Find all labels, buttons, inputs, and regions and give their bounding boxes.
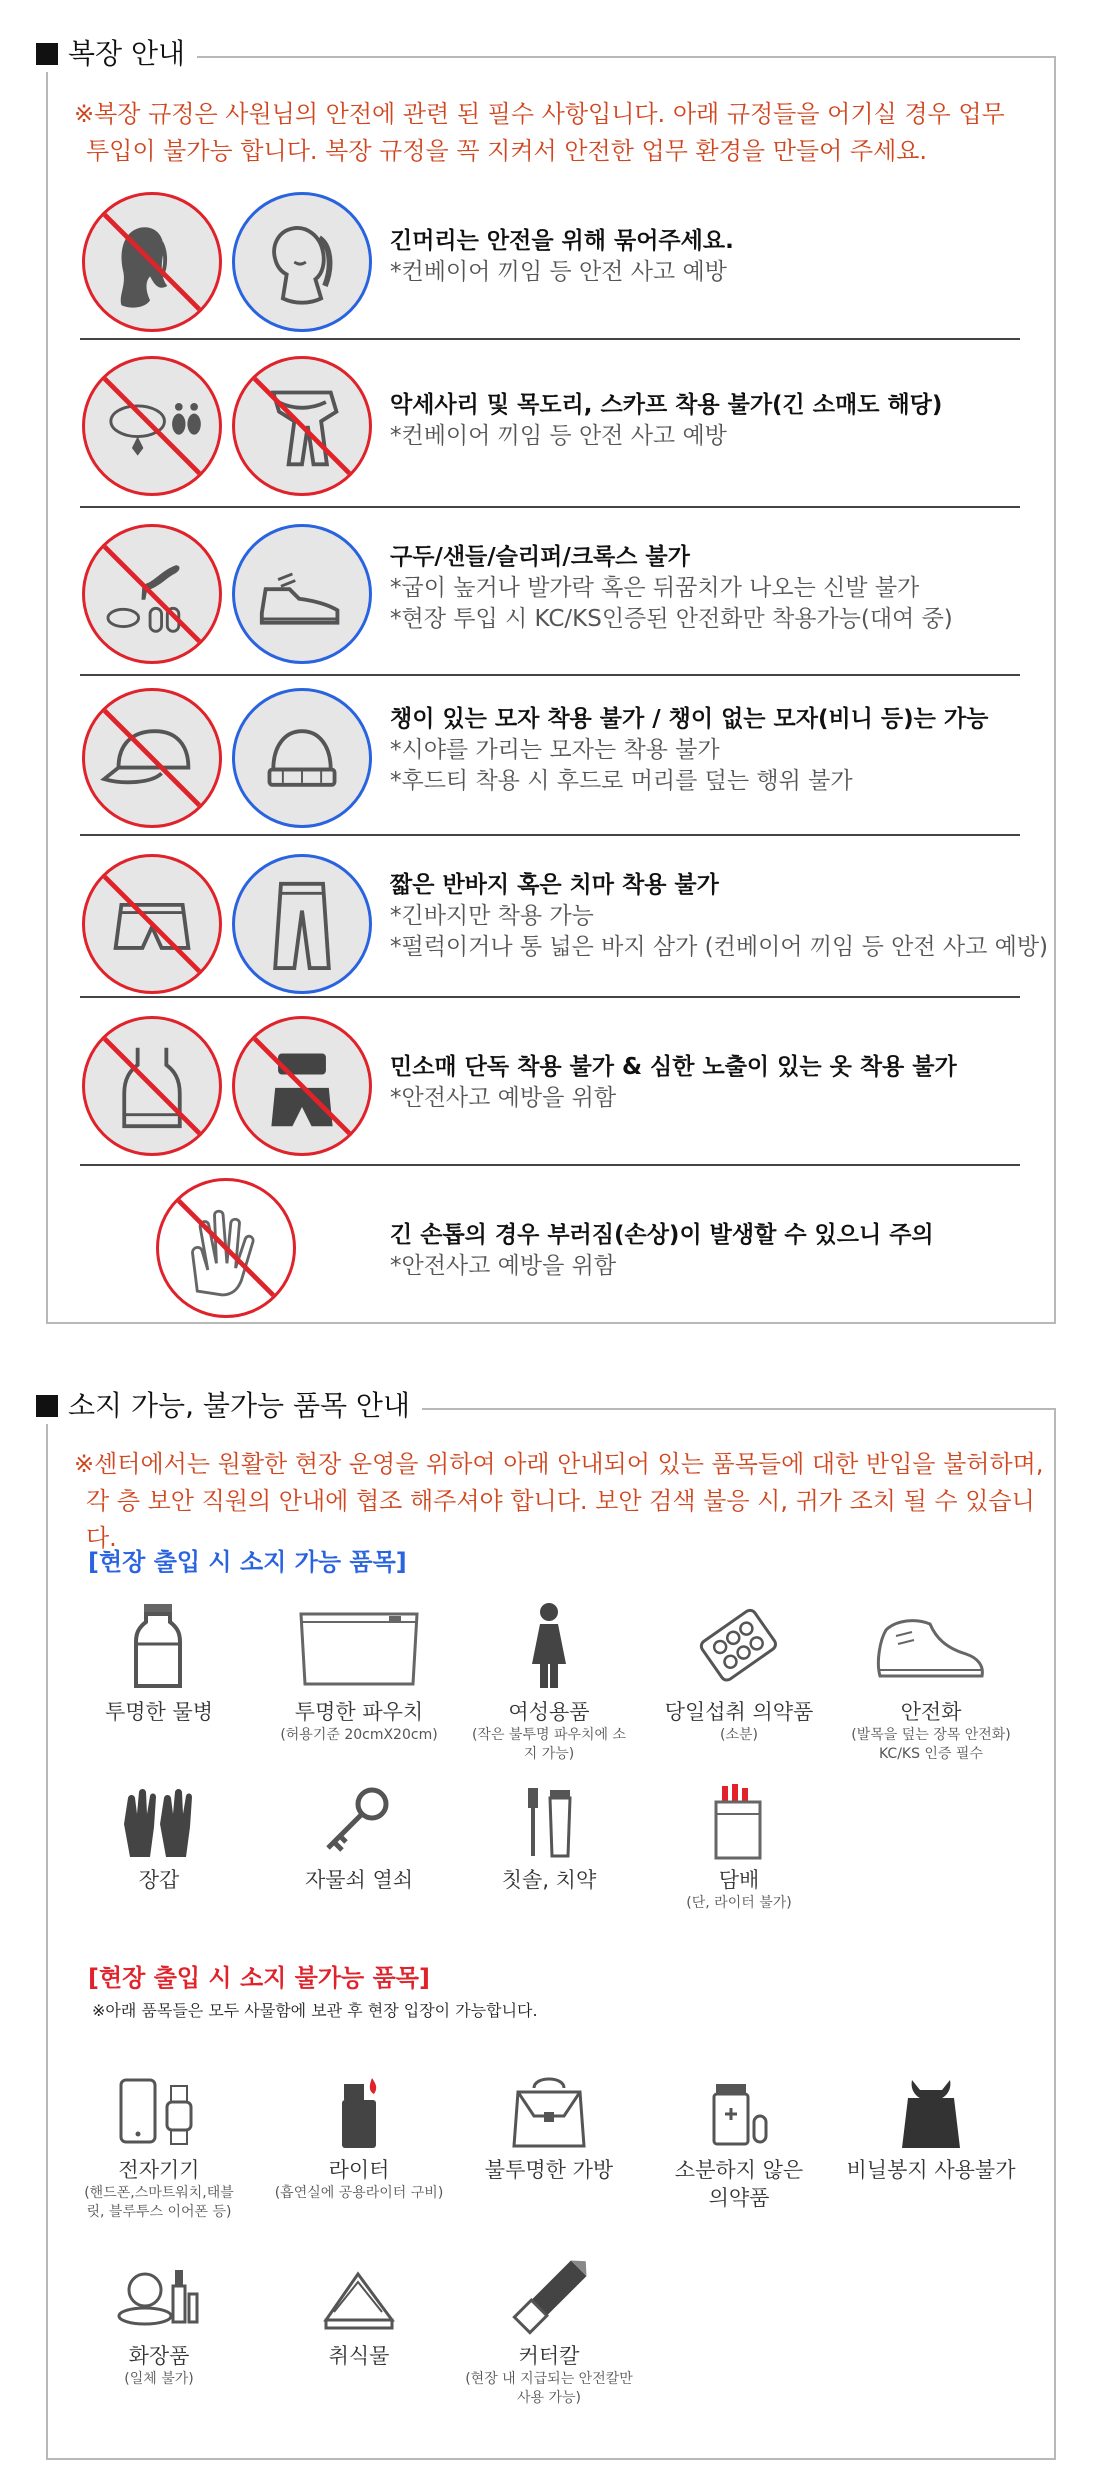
items-notice-line1: ※센터에서는 원활한 현장 운영을 위하여 아래 안내되어 있는 품목들에 대한 반입을 불허하며, [74, 1450, 1044, 1478]
allowed-item-label: 담배 [718, 1868, 760, 1892]
rule-divider [80, 1164, 1020, 1166]
bag-icon [504, 2074, 594, 2150]
rule-5-text [390, 870, 1048, 963]
rule-5-sub-2: *펄럭이거나 통 넓은 바지 삼가 (컨베이어 끼임 등 안전 사고 예방) [390, 934, 1049, 960]
prohibited-item [836, 2074, 1026, 2184]
rule-3-sub-2: *현장 투입 시 KC/KS인증된 안전화만 착용가능(대여 중) [390, 606, 953, 632]
prohibited-item-note: 릿, 블루투스 이어폰 등) [86, 2204, 232, 2220]
rule-7-main: 긴 손톱의 경우 부러짐(손상)이 발생할 수 있으니 주의 [390, 1222, 934, 1248]
rule-3-text [390, 542, 953, 635]
rule-divider [80, 674, 1020, 676]
water-bottle-icon [114, 1600, 204, 1692]
items-section-title [36, 1388, 422, 1424]
rule-4-main: 챙이 있는 모자 착용 불가 / 챙이 없는 모자(비니 등)는 가능 [390, 706, 989, 732]
rule-6-sub-1: *안전사고 예방을 위함 [390, 1085, 617, 1111]
square-bullet-icon [36, 43, 58, 65]
rule-2-text [390, 390, 942, 452]
prohibited-item-label: 커터칼 [518, 2344, 580, 2368]
allowed-item-note: (허용기준 20cmX20cm) [280, 1727, 438, 1743]
allowed-item [454, 1784, 644, 1894]
revealing-outfit-icon [232, 1016, 372, 1156]
tied-hair-icon [232, 192, 372, 332]
gloves-icon [114, 1784, 204, 1860]
cutter-knife-icon [504, 2260, 594, 2336]
prohibited-item-label: 화장품 [128, 2344, 190, 2368]
allowed-item-note: (발목을 덮는 장목 안전화) [851, 1727, 1011, 1743]
allowed-items-title: [현장 출입 시 소지 가능 품목] [88, 1548, 407, 1576]
rule-divider [80, 834, 1020, 836]
prohibited-item [64, 2260, 254, 2389]
allowed-item-note: KC/KS 인증 필수 [879, 1746, 983, 1762]
sneaker-icon [232, 524, 372, 664]
rule-1-main: 긴머리는 안전을 위해 묶어주세요. [390, 228, 734, 254]
allowed-item [264, 1784, 454, 1894]
medicine-bottle-icon [694, 2074, 784, 2150]
allowed-item-note: (작은 불투명 파우치에 소 [471, 1727, 627, 1743]
allowed-item-label: 안전화 [900, 1700, 962, 1724]
cosmetics-icon [109, 2260, 209, 2336]
long-hair-icon [82, 192, 222, 332]
allowed-item [264, 1600, 454, 1745]
feminine-product-icon [504, 1600, 594, 1692]
rule-1-text [390, 226, 734, 288]
phone-watch-icon [109, 2074, 209, 2150]
scarf-icon [232, 356, 372, 496]
allowed-item [644, 1784, 834, 1913]
prohibited-item [644, 2074, 834, 2212]
safety-shoe-icon [866, 1600, 996, 1692]
shorts-icon [82, 854, 222, 994]
prohibited-item [64, 2074, 254, 2222]
pill-pack-icon [689, 1600, 789, 1692]
prohibited-item-note: (일체 불가) [124, 2371, 194, 2387]
dress-notice-line1: ※복장 규정은 사원님의 안전에 관련 된 필수 사항입니다. 아래 규정들을 어기실 경우 업무 [74, 100, 1005, 128]
heels-sandals-icon [82, 524, 222, 664]
prohibited-item-label: 소분하지 않은 의약품 [674, 2158, 804, 2210]
dress-section-title [36, 36, 197, 72]
rule-1-sub-1: *컨베이어 끼임 등 안전 사고 예방 [390, 259, 727, 285]
long-pants-icon [232, 854, 372, 994]
key-icon [314, 1784, 404, 1860]
prohibited-item-label: 불투명한 가방 [484, 2158, 614, 2182]
allowed-item-label: 여성용품 [508, 1700, 590, 1724]
prohibited-items-title: [현장 출입 시 소지 불가능 품목] [88, 1964, 430, 1992]
lighter-icon [314, 2074, 404, 2150]
prohibited-item-label: 전자기기 [118, 2158, 200, 2182]
allowed-item-label: 자물쇠 열쇠 [304, 1868, 414, 1892]
toothbrush-icon [504, 1784, 594, 1860]
prohibited-item-note: (핸드폰,스마트워치,태블 [84, 2185, 234, 2201]
rule-divider [80, 506, 1020, 508]
rule-2-sub-1: *컨베이어 끼임 등 안전 사고 예방 [390, 423, 727, 449]
allowed-item-note: (단, 라이터 불가) [686, 1895, 792, 1911]
rule-3-sub-1: *굽이 높거나 발가락 혹은 뒤꿈치가 나오는 신발 불가 [390, 575, 920, 601]
long-nails-icon [156, 1178, 296, 1318]
square-bullet-icon [36, 1395, 58, 1417]
rule-3-main: 구두/샌들/슬리퍼/크록스 불가 [390, 544, 690, 570]
allowed-item-note: (소분) [720, 1727, 758, 1743]
rule-4-text [390, 704, 988, 797]
prohibited-item [264, 2074, 454, 2203]
rule-6-text [390, 1052, 957, 1114]
allowed-item-label: 칫솔, 치약 [501, 1868, 597, 1892]
items-notice [74, 1446, 1054, 1557]
allowed-item-label: 당일섭취 의약품 [664, 1700, 814, 1724]
rule-5-main: 짧은 반바지 혹은 치마 착용 불가 [390, 872, 719, 898]
cap-icon [82, 688, 222, 828]
prohibited-item-note: (현장 내 지급되는 안전칼만 [465, 2371, 633, 2387]
rule-4-sub-2: *후드티 착용 시 후드로 머리를 덮는 행위 불가 [390, 768, 853, 794]
prohibited-item [454, 2074, 644, 2184]
prohibited-item-label: 취식물 [328, 2344, 390, 2368]
pouch-icon [289, 1600, 429, 1692]
prohibited-item [454, 2260, 644, 2408]
rule-7-text [390, 1220, 934, 1282]
sleeveless-icon [82, 1016, 222, 1156]
rule-6-main: 민소매 단독 착용 불가 & 심한 노출이 있는 옷 착용 불가 [390, 1054, 957, 1080]
prohibited-item-label: 라이터 [328, 2158, 390, 2182]
allowed-item [64, 1600, 254, 1726]
allowed-item-label: 투명한 물병 [104, 1700, 214, 1724]
allowed-item-note: 지 가능) [523, 1746, 575, 1762]
beanie-icon [232, 688, 372, 828]
allowed-item [454, 1600, 644, 1764]
allowed-item [836, 1600, 1026, 1764]
dress-title-text: 복장 안내 [68, 37, 186, 70]
prohibited-item [264, 2260, 454, 2370]
items-notice-line2: 각 층 보안 직원의 안내에 협조 해주셔야 합니다. 보안 검색 불응 시, 귀가 조치 될 수 있습니다. [86, 1487, 1035, 1552]
allowed-item [644, 1600, 834, 1745]
allowed-item-label: 장갑 [138, 1868, 180, 1892]
allowed-item-label: 투명한 파우치 [294, 1700, 424, 1724]
rule-7-sub-1: *안전사고 예방을 위함 [390, 1253, 617, 1279]
rule-divider [80, 996, 1020, 998]
cigarette-icon [694, 1784, 784, 1860]
rule-divider [80, 338, 1020, 340]
prohibited-item-note: (흡연실에 공용라이터 구비) [274, 2185, 444, 2201]
items-title-text: 소지 가능, 불가능 품목 안내 [68, 1389, 411, 1422]
rule-4-sub-1: *시야를 가리는 모자는 착용 불가 [390, 737, 720, 763]
prohibited-items-note: ※아래 품목들은 모두 사물함에 보관 후 현장 입장이 가능합니다. [92, 2001, 538, 2020]
dress-notice [74, 96, 1034, 170]
plastic-bag-icon [886, 2074, 976, 2150]
sandwich-icon [314, 2260, 404, 2336]
prohibited-item-note: 사용 가능) [516, 2390, 581, 2406]
necklace-earring-icon [82, 356, 222, 496]
rule-5-sub-1: *긴바지만 착용 가능 [390, 903, 594, 929]
prohibited-item-label: 비닐봉지 사용불가 [846, 2158, 1016, 2182]
dress-notice-line2: 투입이 불가능 합니다. 복장 규정을 꼭 지켜서 안전한 업무 환경을 만들어 주세요. [86, 137, 928, 165]
rule-2-main: 악세사리 및 목도리, 스카프 착용 불가(긴 소매도 해당) [390, 392, 943, 418]
allowed-item [64, 1784, 254, 1894]
